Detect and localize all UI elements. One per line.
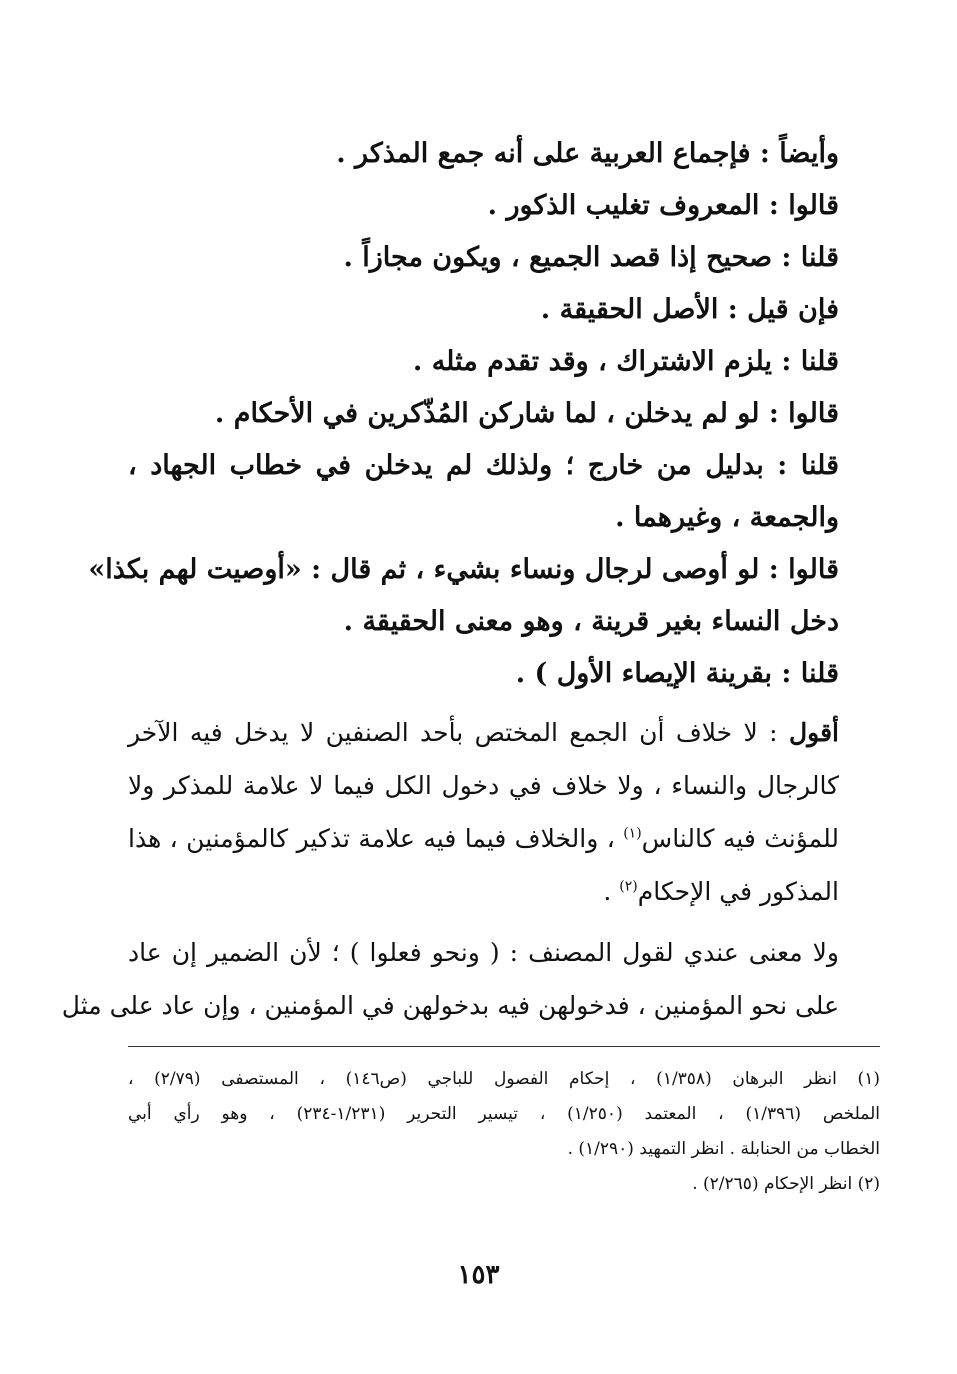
- second-paragraph: [61, 926, 839, 1032]
- text-line: قلنا : يلزم الاشتراك ، وقد تقدم مثله .: [412, 346, 839, 377]
- aqwal-line-2: كالرجال والنساء ، ولا خلاف في دخول الكل فيما لا علامة للمذكر ولا: [128, 771, 839, 800]
- footnote-divider: [128, 1046, 880, 1047]
- text-line: قالوا : المعروف تغليب الذكور .: [487, 190, 839, 221]
- text-line: قلنا : بدليل من خارج ؛ ولذلك لم يدخلن في خطاب الجهاد ،: [128, 450, 839, 481]
- footnote-line: (١) انظر البرهان (١/٣٥٨) ، إحكام الفصول للباجي (ص١٤٦) ، المستصفى (٢/٧٩) ،: [128, 1069, 880, 1089]
- text-line: دخل النساء بغير قرينة ، وهو معنى الحقيقة .: [343, 606, 839, 637]
- text-line: قلنا : بقرينة الإيصاء الأول ) .: [515, 658, 839, 689]
- aqwal-line-1: : لا خلاف أن الجمع المختص بأحد الصنفين لا يدخل فيه الآخر: [128, 718, 778, 747]
- footnote-line: (٢) انظر الإحكام (٢/٢٦٥) .: [692, 1174, 880, 1194]
- text-line: وأيضاً : فإجماع العربية على أنه جمع المذكر .: [336, 138, 839, 169]
- main-text-bold: [88, 128, 839, 700]
- footnotes: [128, 1062, 880, 1202]
- text-line: على نحو المؤمنين ، فدخولهن فيه بدخولهن في المؤمنين ، وإن عاد على مثل: [61, 991, 839, 1020]
- aqwal-line-3-before: للمؤنث فيه كالناس: [641, 824, 839, 853]
- footnote-line: الخطاب من الحنابلة . انظر التمهيد (١/٢٩٠) .: [567, 1139, 880, 1159]
- text-line: [128, 812, 839, 865]
- aqwal-line-3-after: ، والخلاف فيما فيه علامة تذكير كالمؤمنين ، هذا: [128, 824, 615, 853]
- text-line: فإن قيل : الأصل الحقيقة .: [540, 294, 839, 325]
- aqwal-line-4-after: .: [603, 877, 612, 906]
- aqwal-lead: أقول: [789, 718, 839, 747]
- aqwal-paragraph: [128, 706, 839, 918]
- text-line: قالوا : لو أوصى لرجال ونساء بشيء ، ثم قال : «أوصيت لهم بكذا»: [88, 554, 839, 585]
- text-line: قلنا : صحيح إذا قصد الجميع ، ويكون مجازاً .: [343, 242, 839, 273]
- footnote-line: الملخص (١/٣٩٦) ، المعتمد (١/٢٥٠) ، تيسير التحرير (١/٢٣١-٢٣٤) ، وهو رأي أبي: [128, 1104, 881, 1124]
- aqwal-line-4-before: المذكور في الإحكام: [637, 877, 839, 906]
- footnote-ref-1[interactable]: (١): [623, 825, 642, 842]
- text-line: [128, 706, 839, 759]
- text-line: [128, 865, 839, 918]
- text-line: قالوا : لو لم يدخلن ، لما شاركن المُذّكرين في الأحكام .: [214, 398, 839, 429]
- page-number: ١٥٣: [457, 1260, 500, 1290]
- text-line: ولا معنى عندي لقول المصنف : ( ونحو فعلوا ) ؛ لأن الضمير إن عاد: [128, 938, 839, 967]
- text-line: والجمعة ، وغيرهما .: [615, 502, 839, 533]
- footnote-ref-2[interactable]: (٢): [619, 878, 638, 895]
